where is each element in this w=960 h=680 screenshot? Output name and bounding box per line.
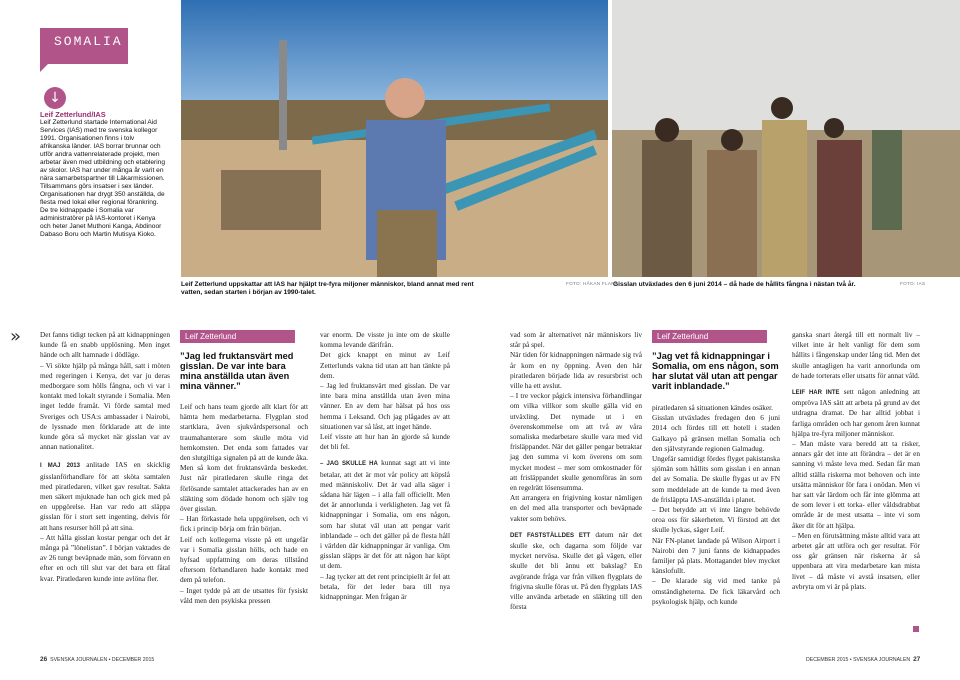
column-right-1 [510, 330, 642, 612]
section-banner [40, 28, 128, 64]
photo-leif-well [181, 0, 608, 277]
lead-in: DET FASTSTÄLLDES ETT [510, 532, 591, 539]
photo-left-credit: FOTO: HÅKAN FLANK [566, 281, 619, 286]
pull-quote-2 [652, 330, 780, 391]
factbox-text: Leif Zetterlund startade International Aid Services (IAS) med tre svenska kollegor 1991. Organisationen finns i tolv afrikanska länder. IAS borrar brunnar och utför andra vattenrelaterade projekt, men arbetar även med utbildning och etablering av skolor. IAS har under många år varit en nära samarbetspartner till Läkarmissionen. Tillsammans görs insatser i sex länder. Organisationen har drygt 350 anställda, de flesta med lokal eller regional förankring. De tre kidnappade i Somalia var administratörer på IAS-kontoret i Kenya och heter Janet Muthoni Kanga, Abdinoor Dabaso Boru och Martin Mutisya Kioko. [40, 119, 165, 238]
lead-in: – JAG SKULLE HA [320, 461, 378, 468]
paragraph: var enorm. De visste ju inte om de skulle komma levande därifrån. Det gick knappt en minut av Leif Zetterlunds vakna tid utan att han tänkte på dem. – Jag led fruktansvärt med gisslan. De var inte bara mina anställda utan även mina vänner. En av dem har hälsat på hos oss hemma i Leksand. Och jag plågades av att situationen var så låst, att inget hände. Leif visste att hur han än gjorde så kunde det bli fel. [320, 330, 450, 452]
footer-label-left: SVENSKA JOURNALEN • DECEMBER 2015 [50, 657, 155, 663]
quote-text: ”Jag led fruktansvärt med gisslan. De var inte bara mina anställda utan även mina vänner.” [180, 351, 294, 391]
paragraph: ganska snart återgå till ett normalt liv – vilket inte är helt vanligt för dem som hållits i fångenskap under lång tid. Men det skulle antagligen ha varit annorlunda om de hade torterats eller utsatts för annat våld. [792, 330, 920, 380]
double-chevron-icon: » [10, 326, 22, 347]
paragraph: Det fanns tidigt tecken på att kidnappningen kunde få en snabb upplösning. Men inget hände och allt hamnade i dödläge. [40, 330, 170, 360]
photo-hostages [612, 0, 960, 277]
paragraph: – Att hålla gisslan kostar pengar och det är många på ”lönelistan”. I början vaktades de av 26 tungt beväpnade män, som förvann en efter en och till slut var det bara ett fåtal kvar. Piratledaren kunde inte avlöna fler. [40, 532, 170, 583]
paragraph: anlitade IAS en skicklig gisslanförhandlare för att sköta samtalen med piratledaren, vilket gav resultat. Sakta men säkert mjuknade han och gick med på en uppgörelse. Han var redo att släppa gisslan för i stort sett ingenting, delvis för att hans resurser höll på att sina. [40, 460, 170, 532]
down-arrow-icon: ↓ [44, 87, 66, 109]
factbox-title: Leif Zetterlund/IAS [40, 110, 106, 119]
photo-left-caption: Leif Zetterlund uppskattar att IAS har hjälpt tre-fyra miljoner människor, bland annat med rent vatten, sedan starten i början av 1990-talet. [181, 281, 474, 296]
lead-in: I MAJ 2013 [40, 463, 80, 470]
quote-text: ”Jag vet få kidnappningar i Somalia, om ens någon, som har slutat väl utan att pengar varit inblandade.” [652, 351, 779, 391]
page-number-left: 26 [40, 656, 48, 663]
column-left-2: Leif och hans team gjorde allt klart för att hämta hem medarbetarna. Flygplan stod startklara, även sjukvårdspersonal och traumahanterare som skulle möta vid hemkomsten. Det enda som fattades var den slutgiltiga signalen på att de kunde åka. Men så kom det fruktansvärda beskedet. Just när piratledaren skulle ringa det förlösande samtalet attackerades han av en släkting som dödade honom och själv tog över gisslan. – Han förkastade hela uppgörelsen, och vi fick i princip börja om från början. Leif och kollegerna visste på ett ungefär var i Somalia gisslan hölls, och hade en hyfsad uppfattning om deras tillstånd eftersom förhandlaren hade kontakt med dem på telefon. – Inget tydde på att de utsattes för fysiskt våld men den psykiska pressen [180, 402, 308, 605]
quote-name: Leif Zetterlund [652, 330, 767, 343]
paragraph: vad som är alternativet när människors liv står på spel. När tiden för kidnappningen närmade sig två år kom en ny öppning. Även den här piratledaren började lida av resursbrist och ville ha ett avslut. – I tre veckor pågick intensiva förhandlingar om vilka villkor som skulle gälla vid en utväxling. Det nymade ut i en överenskommelse om att två av våra somaliska medarbetare skulle vara med vid frisläppandet. När det gäller pengar betraktar jag den summa vi kom överens om som mycket modest – mer som omkostnader för att frisläppandet skulle genomföras än som en regelrätt lösensumma. Att arrangera en frigivning kostar nämligen en del med alla transporter och beväpnade vakter som behövs. [510, 330, 642, 523]
factbox [40, 111, 165, 239]
photo-right-credit: FOTO: IAS [900, 281, 926, 286]
section-title: SOMALIA [54, 34, 123, 49]
footer-right [806, 656, 920, 663]
column-left-1 [40, 330, 170, 584]
footer-left [40, 656, 154, 663]
quote-name: Leif Zetterlund [180, 330, 295, 343]
paragraph: sett någon anledning att ompröva IAS sätt att arbeta på grund av det utdragna dramat. De har alltid jobbat i farliga områden och har genom åren kunnat hjälpa tre-fyra miljoner människor. – Man måste vara beredd att ta risker, annars går det inte att förändra – det är en sanning vi måste leva med. Sedan får man alltid ställa riskerna mot behoven och inte utsätta människor för fara i onödan. Men vi har satt vår lärdom och får inte glömma att de som lever i ett torka- eller våldsdrabbat område är de mest utsatta – inte vi som åker dit för att hjälpa. – Men en förutsättning måste alltid vara att arbetet går att utföra och ger resultat. För oss går gränsen när riskerna är så uppenbara att vira medarbetare kan mista livet – då måste vi avstå insatsen, eller avbryta om vi är på plats. [792, 387, 920, 591]
photo-right-caption: Gisslan utväxlades den 6 juni 2014 – då hade de hållits fångna i nästan två år. [613, 281, 856, 288]
paragraph: datum när det skulle ske, och dagarna som följde var mycket nervösa. Skulle det gå vägen, eller skulle det bli ännu ett bakslag? En avgörande fråga var från vilken flygplats de frigivna skulle föras ut. På den flygplats IAS ville använda arbetade en släkting till den första [510, 529, 642, 612]
pull-quote-1 [180, 330, 305, 391]
column-right-2: piratledaren så situationen kändes osäker. Gisslan utväxlades fredagen den 6 juni 2014 och fördes till ett hotell i staden Galkayo på gränsen mellan Somalia och den självstyrande regionen Galmadug. Ungefär samtidigt fördes flyget pakistanska sjömän som hållits som gisslan i en annan del av Somalia. De skulle flygas ut av FN som meddelade att de kunde ta med även de frisläppta IAS-anställda i planet. – Det betydde att vi inte längre behövde oroa oss för säkerheten. Vi förstod att det skulle lyckas, säger Leif. När FN-planet landade på Wilson Airport i Nairobi den 7 juni fanns de kidnappades familjer på plats. Mottagandet blev mycket känslofullt. – De klarade sig vid med tanke på omständigheterna. De fick läkarvård och psykologisk hjälp, och kunde [652, 403, 780, 606]
lead-in: LEIF HAR INTE [792, 390, 840, 397]
end-mark [913, 626, 919, 632]
footer-label-right: DECEMBER 2015 • SVENSKA JOURNALEN [806, 657, 911, 663]
paragraph: kunnat sagt att vi inte betalar, att det är mot vår policy att köpslå med människoliv. Det är vad alla säger i sådana här lägen – i alla fall officiellt. Men det är annorlunda i verkligheten. Jag vet få kidnappningar i Somalia, om ens någon, som har slutat väl utan att pengar varit inblandade – och det gäller på de flesta håll i världen där kidnappningar är vanliga. Om gisslan släpps är det för att någon har köpt ut dem. – Jag tycker att det rent principiellt är fel att betala, för det leder bara till nya kidnappningar. Men frågan är [320, 458, 450, 602]
column-left-3 [320, 330, 450, 602]
column-right-3 [792, 330, 920, 592]
page-number-right: 27 [913, 656, 921, 663]
paragraph: – Vi sökte hjälp på många håll, satt i möten med regeringen i Kenya, det var ju deras medborgare som hölls fångna, och vi var i kontakt med lokalt styrande i Somalia. Men inget ledde framåt. Vi förde samtal med Sveriges och USA:s ambassader i Nairobi, de lyssnade men förklarade att de inte kunde göra så mycket när gisslan var av annan nationalitet. [40, 360, 170, 452]
